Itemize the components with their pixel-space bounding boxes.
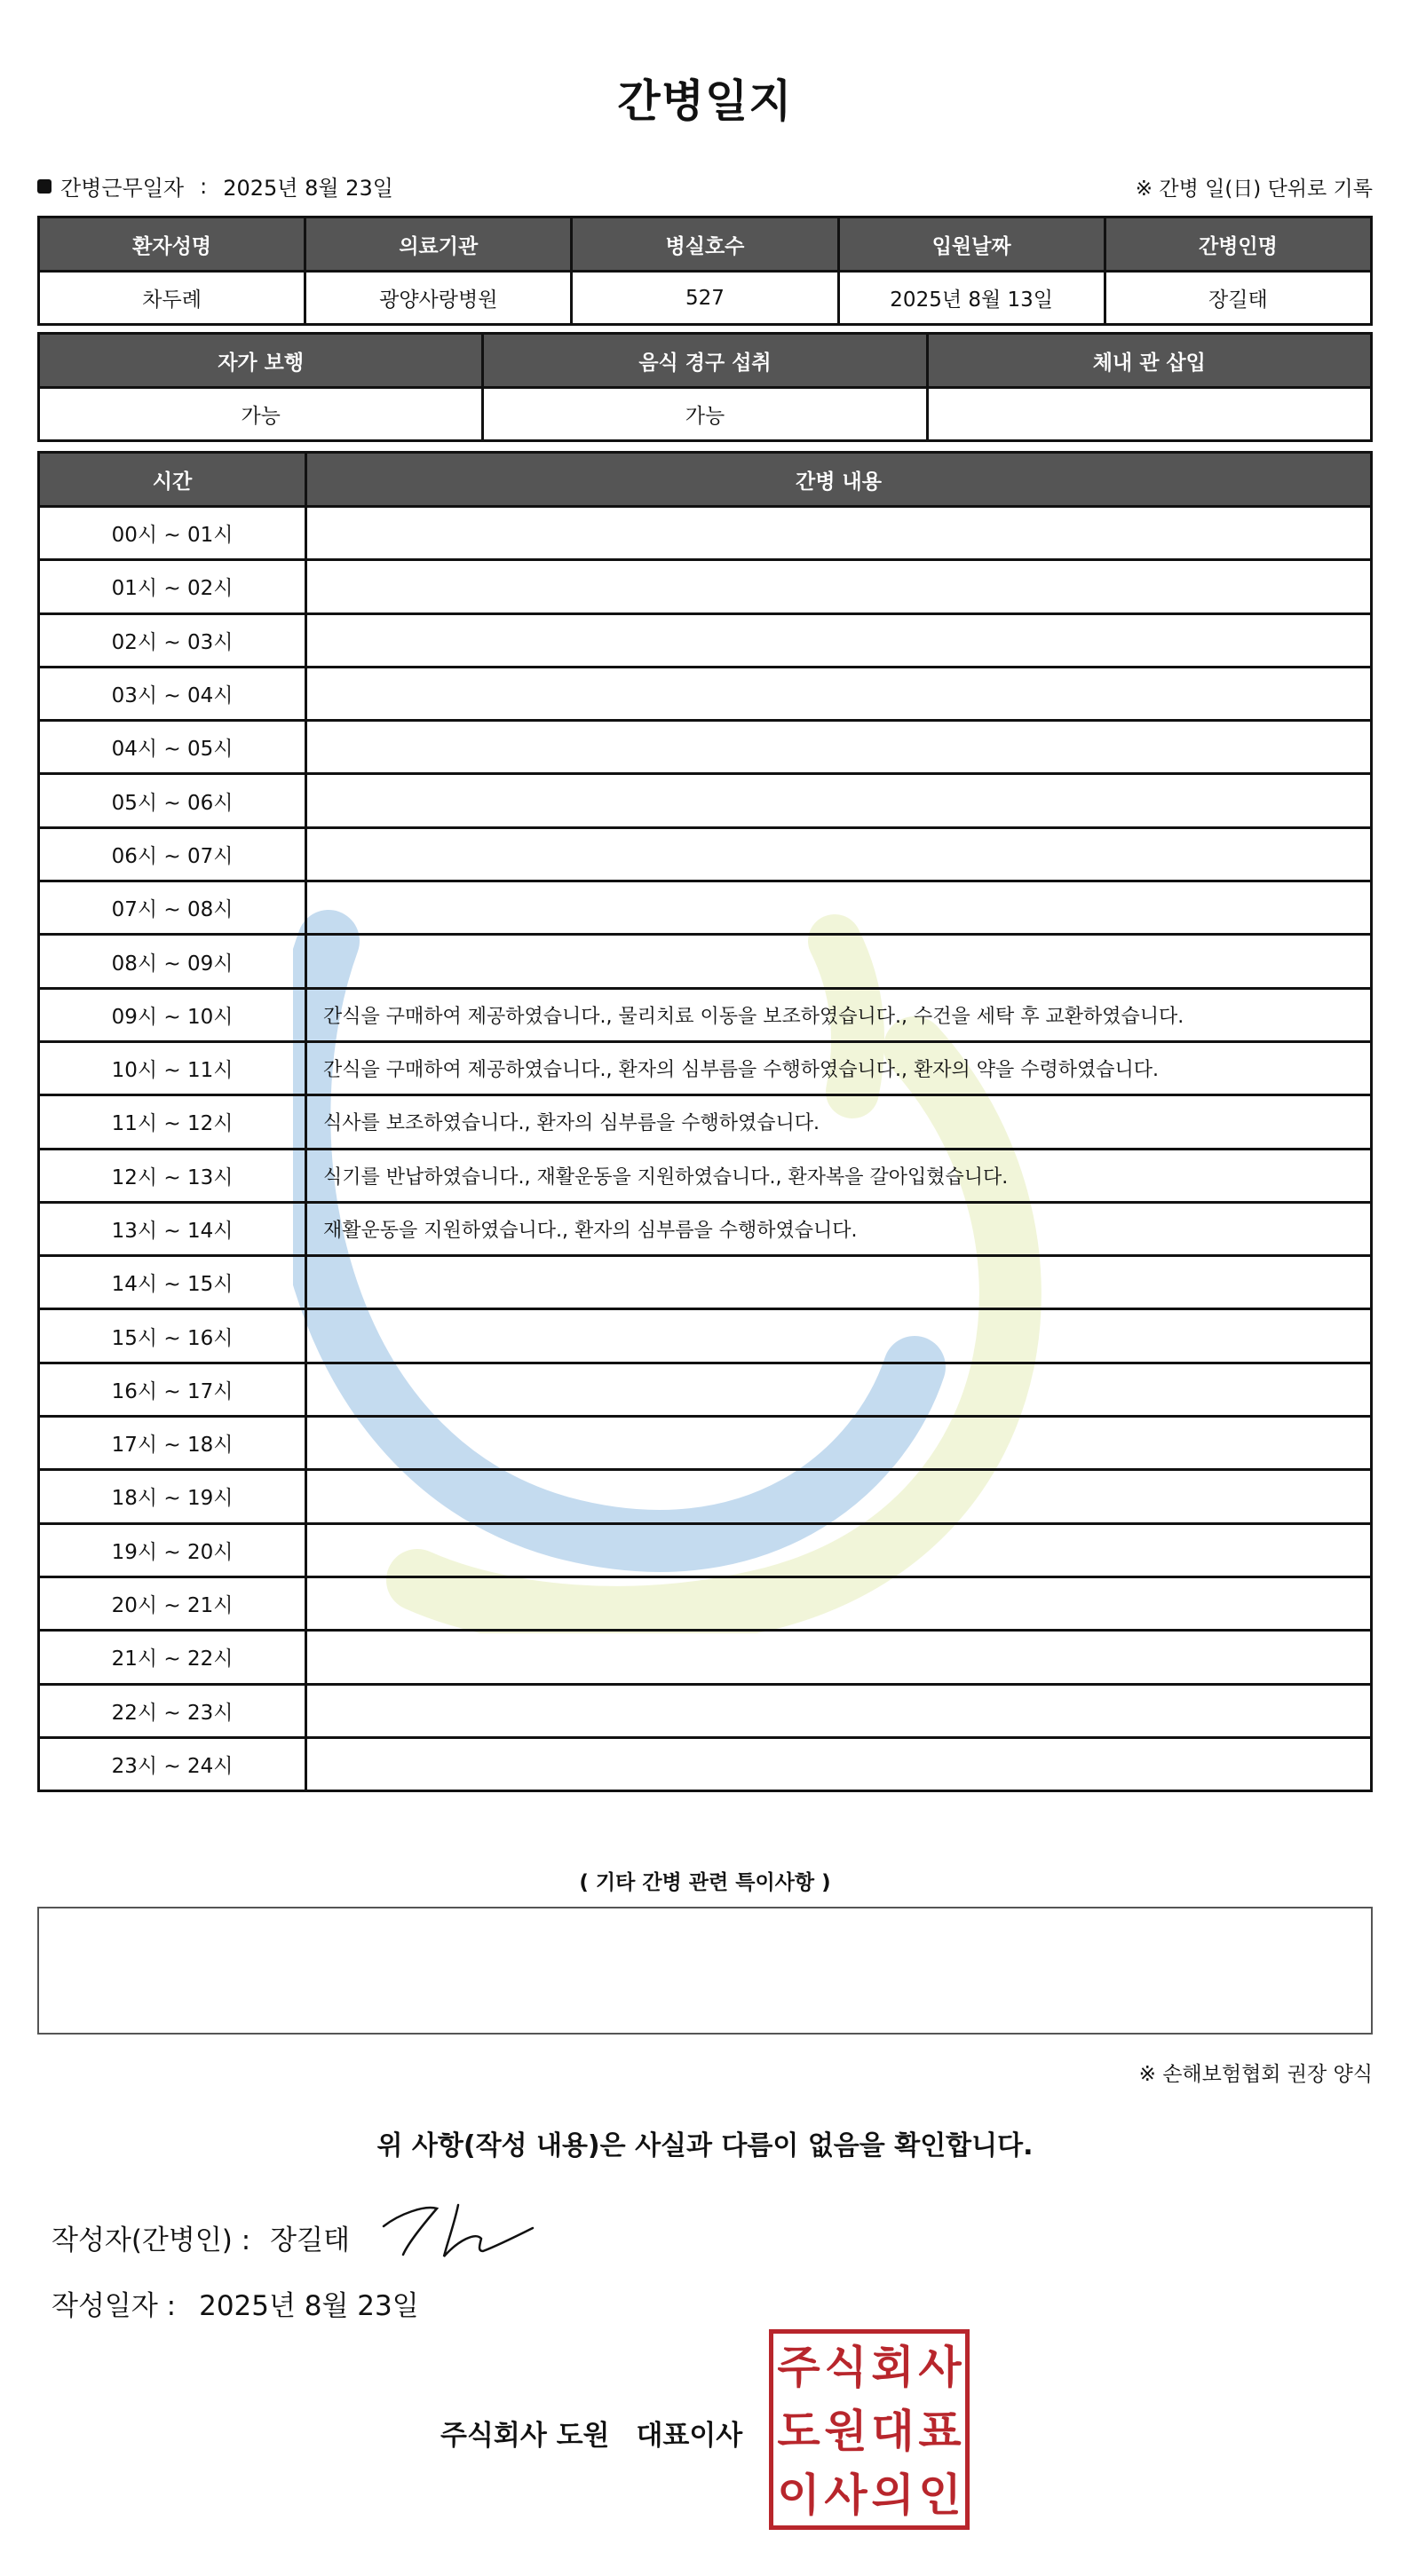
- care-content-cell: 식기를 반납하였습니다., 재활운동을 지원하였습니다., 환자복을 갈아입혔습니다.: [306, 1149, 1372, 1202]
- time-cell: 17시 ~ 18시: [39, 1417, 306, 1470]
- table-row: [39, 1684, 1372, 1737]
- care-content-cell: [306, 1256, 1372, 1309]
- care-log-table: [37, 451, 1373, 1792]
- time-cell: 16시 ~ 17시: [39, 1363, 306, 1416]
- table-row: [39, 1576, 1372, 1630]
- work-date-value: 2025년 8월 23일: [223, 176, 393, 201]
- care-content-cell: [306, 827, 1372, 881]
- writer-name: 장길태: [270, 2224, 351, 2256]
- care-content-cell: [306, 721, 1372, 774]
- company-name: 주식회사 도원: [440, 2420, 610, 2452]
- seal-char: 의: [871, 2469, 915, 2521]
- room-number: 527: [572, 272, 838, 325]
- write-date-line: [51, 2283, 419, 2323]
- caregiver-name: 장길태: [1105, 272, 1371, 325]
- care-content-cell: [306, 935, 1372, 988]
- signature-icon: [373, 2193, 542, 2264]
- write-date-label: 작성일자 :: [51, 2290, 177, 2322]
- seal-char: 주: [777, 2342, 820, 2393]
- work-date-separator: :: [200, 173, 208, 199]
- ability-table: [37, 332, 1373, 442]
- time-cell: 04시 ~ 05시: [39, 721, 306, 774]
- table-row: [39, 1631, 1372, 1684]
- time-cell: 19시 ~ 20시: [39, 1523, 306, 1576]
- time-cell: 10시 ~ 11시: [39, 1041, 306, 1094]
- header-care-content: 간병 내용: [306, 453, 1372, 507]
- patient-name: 차두례: [39, 272, 305, 325]
- seal-char: 원: [824, 2406, 867, 2457]
- care-content-cell: 간식을 구매하여 제공하였습니다., 환자의 심부름을 수행하였습니다., 환자의 약을 수령하였습니다.: [306, 1041, 1372, 1094]
- bullet-square-icon: [37, 179, 51, 194]
- care-content-cell: [306, 1684, 1372, 1737]
- notes-box: [37, 1907, 1373, 2035]
- table-row: [39, 1309, 1372, 1363]
- seal-char: 대: [871, 2406, 915, 2457]
- time-cell: 13시 ~ 14시: [39, 1202, 306, 1255]
- table-row: [39, 935, 1372, 988]
- time-cell: 06시 ~ 07시: [39, 827, 306, 881]
- care-content-cell: [306, 1417, 1372, 1470]
- time-cell: 18시 ~ 19시: [39, 1470, 306, 1523]
- table-row: [39, 560, 1372, 613]
- write-date-value: 2025년 8월 23일: [199, 2290, 419, 2322]
- table-row: [39, 774, 1372, 827]
- company-line: [440, 2413, 742, 2453]
- admission-date: 2025년 8월 13일: [838, 272, 1105, 325]
- table-row: [39, 613, 1372, 667]
- care-content-cell: 재활운동을 지원하였습니다., 환자의 심부름을 수행하였습니다.: [306, 1202, 1372, 1255]
- time-cell: 05시 ~ 06시: [39, 774, 306, 827]
- table-row: [39, 1041, 1372, 1094]
- table-row: [39, 1470, 1372, 1523]
- time-cell: 22시 ~ 23시: [39, 1684, 306, 1737]
- table-row: [39, 881, 1372, 935]
- care-content-cell: [306, 1363, 1372, 1416]
- header-oral-intake: 음식 경구 섭취: [483, 334, 927, 388]
- representative-title: 대표이사: [636, 2420, 743, 2452]
- care-content-cell: [306, 1523, 1372, 1576]
- time-cell: 11시 ~ 12시: [39, 1095, 306, 1149]
- self-walking-value: 가능: [39, 388, 483, 441]
- hospital-name: 광양사랑병원: [305, 272, 572, 325]
- time-cell: 00시 ~ 01시: [39, 507, 306, 560]
- time-cell: 08시 ~ 09시: [39, 935, 306, 988]
- time-cell: 01시 ~ 02시: [39, 560, 306, 613]
- seal-char: 이: [777, 2469, 820, 2521]
- time-cell: 12시 ~ 13시: [39, 1149, 306, 1202]
- care-content-cell: 간식을 구매하여 제공하였습니다., 물리치료 이동을 보조하였습니다., 수건을 세탁 후 교환하였습니다.: [306, 988, 1372, 1041]
- table-row: [39, 721, 1372, 774]
- time-cell: 20시 ~ 21시: [39, 1576, 306, 1630]
- table-row: [39, 1149, 1372, 1202]
- time-cell: 02시 ~ 03시: [39, 613, 306, 667]
- seal-char: 회: [871, 2342, 915, 2393]
- table-row: [39, 667, 1372, 720]
- writer-line: [51, 2217, 350, 2257]
- seal-char: 사: [918, 2342, 962, 2393]
- confirm-statement: 위 사항(작성 내용)은 사실과 다름이 없음을 확인합니다.: [376, 2130, 1034, 2161]
- care-content-cell: [306, 1576, 1372, 1630]
- table-row: [39, 827, 1372, 881]
- header-time: 시간: [39, 453, 306, 507]
- table-row: [39, 1256, 1372, 1309]
- care-content-cell: [306, 1737, 1372, 1790]
- care-content-cell: [306, 881, 1372, 935]
- tube-insertion-value: [927, 388, 1371, 441]
- recommend-note: ※ 손해보험협회 권장 양식: [1138, 2063, 1373, 2086]
- work-date-label: 간병근무일자: [60, 176, 185, 201]
- care-content-cell: [306, 613, 1372, 667]
- header-caregiver: 간병인명: [1105, 217, 1371, 272]
- company-seal-icon: [769, 2329, 970, 2530]
- writer-label: 작성자(간병인) :: [51, 2224, 251, 2256]
- time-cell: 21시 ~ 22시: [39, 1631, 306, 1684]
- care-content-cell: [306, 667, 1372, 720]
- time-cell: 09시 ~ 10시: [39, 988, 306, 1041]
- table-row: [39, 1202, 1372, 1255]
- care-content-cell: [306, 774, 1372, 827]
- table-row: [39, 1523, 1372, 1576]
- care-content-cell: [306, 1309, 1372, 1363]
- table-row: [39, 1417, 1372, 1470]
- header-tube-insertion: 체내 관 삽입: [927, 334, 1371, 388]
- oral-intake-value: 가능: [483, 388, 927, 441]
- care-content-cell: [306, 1631, 1372, 1684]
- care-content-cell: [306, 1470, 1372, 1523]
- patient-info-table: [37, 216, 1373, 326]
- time-cell: 14시 ~ 15시: [39, 1256, 306, 1309]
- table-row: [39, 1737, 1372, 1790]
- care-content-cell: [306, 560, 1372, 613]
- header-room: 병실호수: [572, 217, 838, 272]
- time-cell: 07시 ~ 08시: [39, 881, 306, 935]
- seal-char: 도: [777, 2406, 820, 2457]
- header-hospital: 의료기관: [305, 217, 572, 272]
- seal-char: 사: [824, 2469, 867, 2521]
- seal-char: 인: [918, 2469, 962, 2521]
- seal-char: 표: [918, 2406, 962, 2457]
- table-row: [39, 988, 1372, 1041]
- table-row: [39, 1363, 1372, 1416]
- page-title: 간병일지: [617, 75, 793, 127]
- time-cell: 03시 ~ 04시: [39, 667, 306, 720]
- header-patient-name: 환자성명: [39, 217, 305, 272]
- seal-char: 식: [824, 2342, 867, 2393]
- table-row: [39, 507, 1372, 560]
- work-date: [37, 170, 393, 201]
- header-self-walking: 자가 보행: [39, 334, 483, 388]
- care-content-cell: 식사를 보조하였습니다., 환자의 심부름을 수행하였습니다.: [306, 1095, 1372, 1149]
- care-content-cell: [306, 507, 1372, 560]
- unit-note: ※ 간병 일(日) 단위로 기록: [1135, 178, 1373, 201]
- header-admission-date: 입원날짜: [838, 217, 1105, 272]
- table-row: [39, 1095, 1372, 1149]
- time-cell: 15시 ~ 16시: [39, 1309, 306, 1363]
- time-cell: 23시 ~ 24시: [39, 1737, 306, 1790]
- notes-title: ( 기타 간병 관련 특이사항 ): [579, 1871, 831, 1894]
